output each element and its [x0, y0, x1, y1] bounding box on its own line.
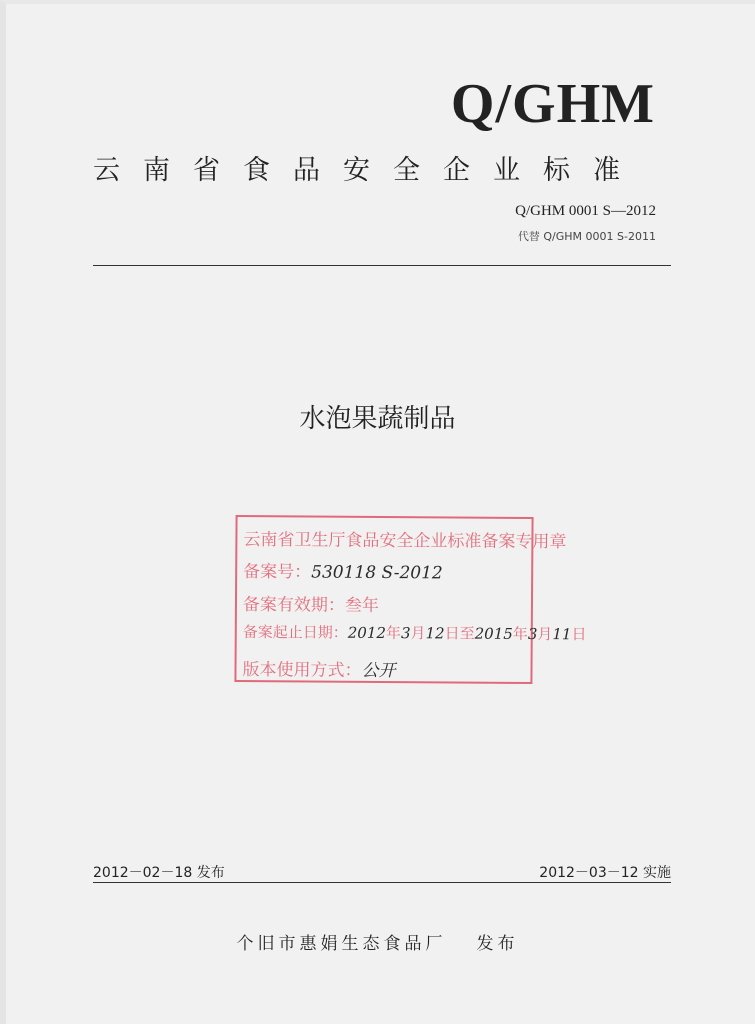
end-year: 2015: [474, 624, 513, 643]
product-title: 水泡果蔬制品: [299, 404, 456, 434]
issuer-line: [0, 929, 755, 954]
replaced-standard: 代替 Q/GHM 0001 S-2011: [517, 230, 656, 243]
issuer-action: 发布: [476, 934, 519, 954]
registration-number-handwritten: 530118 S-2012: [311, 562, 443, 584]
stamp-usage-label: 版本使用方式：: [242, 660, 362, 681]
issue-date: 2012－02－18 发布: [93, 865, 225, 881]
footer-divider: [93, 882, 671, 883]
stamp-date-range: 备案起止日期：2012年3月12日至2015年3月11日: [242, 623, 587, 644]
issuer-name: 个旧市惠娟生态食品厂: [236, 934, 447, 954]
end-day: 11: [552, 625, 572, 644]
start-month: 3: [400, 624, 411, 643]
start-day: 12: [425, 624, 445, 643]
stamp-validity: 备案有效期：叁年: [242, 595, 380, 616]
end-month: 3: [527, 625, 538, 644]
stamp-usage: [242, 655, 395, 681]
registration-stamp: [234, 515, 587, 684]
stamp-registration-label: 备案号：: [243, 562, 312, 583]
usage-handwritten: 公开: [361, 660, 396, 682]
standard-category-title: 云南省食品安全企业标准: [93, 155, 643, 186]
start-year: 2012: [347, 623, 387, 643]
header-divider: [93, 265, 671, 266]
stamp-date-label: 备案起止日期：: [242, 623, 348, 642]
standard-code: Q/GHM 0001 S—2012: [515, 203, 656, 219]
stamp-title: 云南省卫生厅食品安全企业标准备案专用章: [243, 530, 567, 553]
stamp-registration-number: [243, 557, 443, 583]
standard-logo: Q/GHM: [450, 73, 655, 135]
implementation-date: 2012－03－12 实施: [539, 865, 671, 881]
